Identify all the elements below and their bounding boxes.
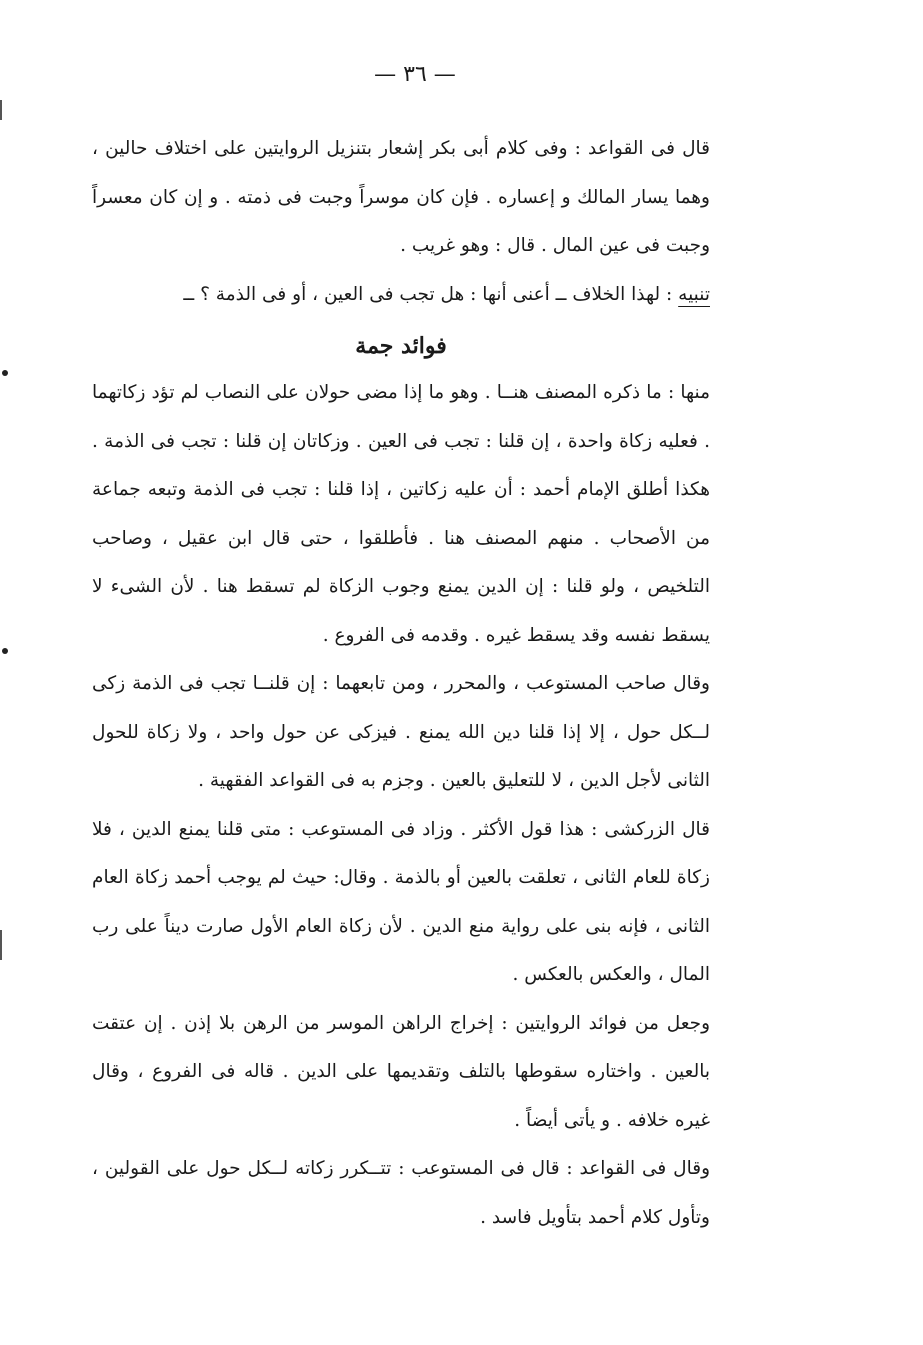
note-paragraph [92, 271, 710, 320]
note-label: تنبيه [678, 283, 710, 305]
paragraph: وقال فى القواعد : قال فى المستوعب : تتــكرر زكاته لــكل حول على القولين ، وتأول كلام أحمد بتأويل فاسد . [92, 1158, 710, 1228]
paragraph: قال الزركشى : هذا قول الأكثر . وزاد فى المستوعب : متى قلنا يمنع الدين ، فلا زكاة للعام الثانى ، تعلقت بالعين أو بالذمة . وقال: حيث لم يوجب أحمد زكاة العام الثانى ، فإنه بنى على رواية منع الدين . لأن زكاة العام الأول صارت ديناً على رب المال ، والعكس بالعكس . [92, 818, 710, 985]
section-heading: فوائد جمة [355, 333, 447, 359]
paragraph: وجعل من فوائد الروايتين : إخراج الراهن الموسر من الرهن بلا إذن . إن عتقت بالعين . واختاره سقوطها بالتلف وتقديمها على الدين . قاله فى الفروع ، وقال غيره خلافه . و يأتى أيضاً . [92, 1012, 710, 1131]
margin-dot [2, 370, 8, 376]
scan-edge-line [0, 100, 2, 120]
paragraph: وقال صاحب المستوعب ، والمحرر ، ومن تابعهما : إن قلنــا تجب فى الذمة زكى لــكل حول ، إلا إذا قلنا دين الله يمنع . فيزكى عن حول واحد ، ولا زكاة للحول الثانى لأجل الدين ، لا للتعليق بالعين . وجزم به فى القواعد الفقهية . [92, 673, 710, 791]
paragraph: منها : ما ذكره المصنف هنــا . وهو ما إذا مضى حولان على النصاب لم تؤد زكاتهما . فعليه زكاة واحدة ، إن قلنا : تجب فى العين . وزكاتان إن قلنا : تجب فى الذمة . هكذا أطلق الإمام أحمد : أن عليه زكاتين ، إذا قلنا : تجب فى الذمة وتبعه جماعة من الأصحاب . منهم المصنف هنا . فأطلقوا ، حتى قال ابن عقيل ، وصاحب التلخيص ، ولو قلنا : إن الدين يمنع وجوب الزكاة لم تسقط هنا . لأن الشىء لا يسقط نفسه وقد يسقط غيره . وقدمه فى الفروع . [92, 382, 710, 646]
scan-edge-line [0, 930, 2, 960]
margin-dot [2, 648, 8, 654]
note-text: : لهذا الخلاف ــ أعنى أنها : هل تجب فى العين ، أو فى الذمة ؟ ــ [183, 283, 679, 305]
paragraph: قال فى القواعد : وفى كلام أبى بكر إشعار بتنزيل الروايتين على اختلاف حالين ، وهما يسار المالك و إعساره . فإن كان موسراً وجبت فى ذمته . و إن كان معسراً وجبت فى عين المال . قال : وهو غريب . [92, 138, 710, 256]
page-number: — ٣٦ — [374, 62, 456, 87]
main-text [92, 125, 710, 1242]
